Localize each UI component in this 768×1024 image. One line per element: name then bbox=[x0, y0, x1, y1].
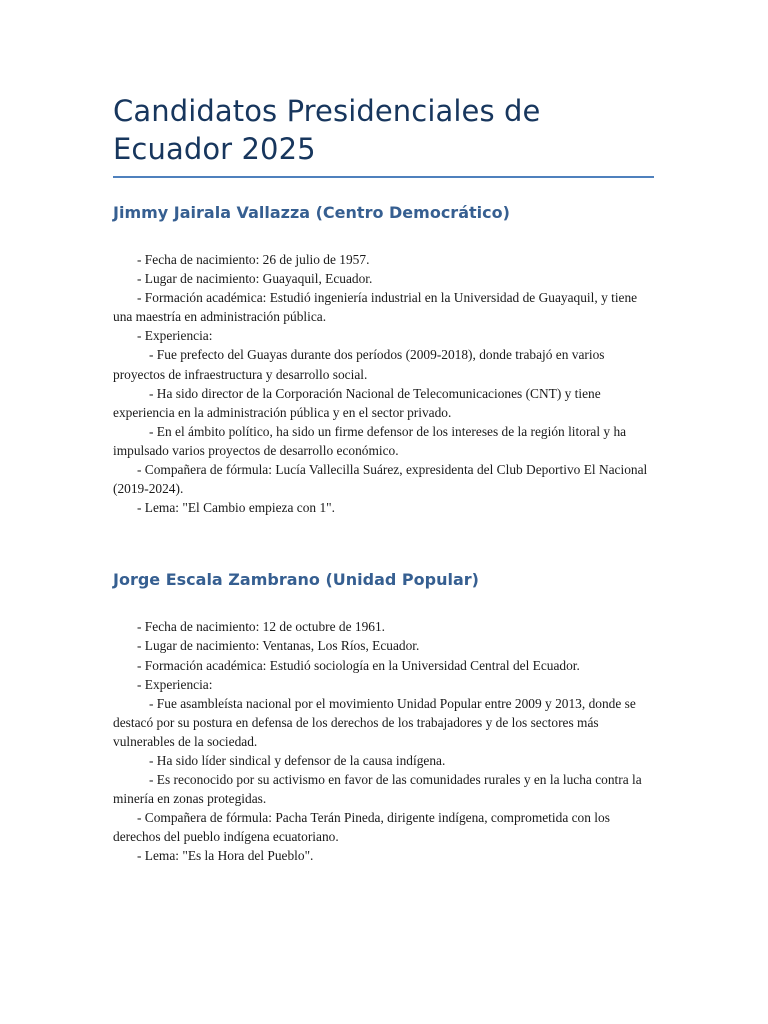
page-title: Candidatos Presidenciales de Ecuador 2025 bbox=[113, 92, 654, 178]
experience-label: - Experiencia: bbox=[137, 328, 213, 344]
education-line: - Formación académica: Estudió ingeniería industrial en la Universidad de Guayaquil, y tiene una maestría en administración pública. bbox=[113, 290, 641, 325]
experience-item: - Es reconocido por su activismo en favor de las comunidades rurales y en la lucha contra la minería en zonas protegidas. bbox=[113, 772, 646, 807]
experience-item: - Fue prefecto del Guayas durante dos períodos (2009-2018), donde trabajó en varios proyectos de infraestructura y desarrollo social. bbox=[113, 347, 608, 382]
experience-item: - Ha sido director de la Corporación Nacional de Telecomunicaciones (CNT) y tiene experiencia en la administración pública y en el sector privado. bbox=[113, 385, 605, 420]
experience-label: - Experiencia: bbox=[137, 676, 213, 692]
candidate-details bbox=[113, 250, 654, 517]
candidate-heading: Jimmy Jairala Vallazza (Centro Democrático) bbox=[113, 203, 510, 222]
candidate-section-jairala bbox=[113, 202, 655, 517]
running-mate-line: - Compañera de fórmula: Pacha Terán Pineda, dirigente indígena, comprometida con los derechos del pueblo indígena ecuatoriano. bbox=[113, 810, 614, 845]
slogan-line: - Lema: "Es la Hora del Pueblo". bbox=[137, 848, 314, 864]
birth-place-line: - Lugar de nacimiento: Ventanas, Los Ríos, Ecuador. bbox=[137, 638, 420, 654]
candidate-section-escala bbox=[113, 569, 655, 865]
experience-item: - En el ámbito político, ha sido un firme defensor de los intereses de la región litoral y ha impulsado varios proyectos de desarrollo económico. bbox=[113, 423, 630, 458]
candidate-heading: Jorge Escala Zambrano (Unidad Popular) bbox=[113, 570, 479, 590]
experience-item: - Ha sido líder sindical y defensor de la causa indígena. bbox=[149, 752, 446, 768]
candidate-details bbox=[113, 617, 654, 865]
birth-place-line: - Lugar de nacimiento: Guayaquil, Ecuador. bbox=[137, 271, 373, 287]
birth-date-line: - Fecha de nacimiento: 12 de octubre de 1961. bbox=[137, 619, 386, 635]
education-line: - Formación académica: Estudió sociología en la Universidad Central del Ecuador. bbox=[137, 657, 580, 673]
slogan-line: - Lema: "El Cambio empieza con 1". bbox=[137, 500, 335, 516]
experience-item: - Fue asambleísta nacional por el movimiento Unidad Popular entre 2009 y 2013, donde se destacó por su postura en defensa de los derechos de los trabajadores y de los sectores más vulnerables de la sociedad. bbox=[113, 695, 640, 749]
birth-date-line: - Fecha de nacimiento: 26 de julio de 1957. bbox=[137, 252, 370, 267]
running-mate-line: - Compañera de fórmula: Lucía Vallecilla Suárez, expresidenta del Club Deportivo El Nacional (2019-2024). bbox=[113, 462, 651, 497]
